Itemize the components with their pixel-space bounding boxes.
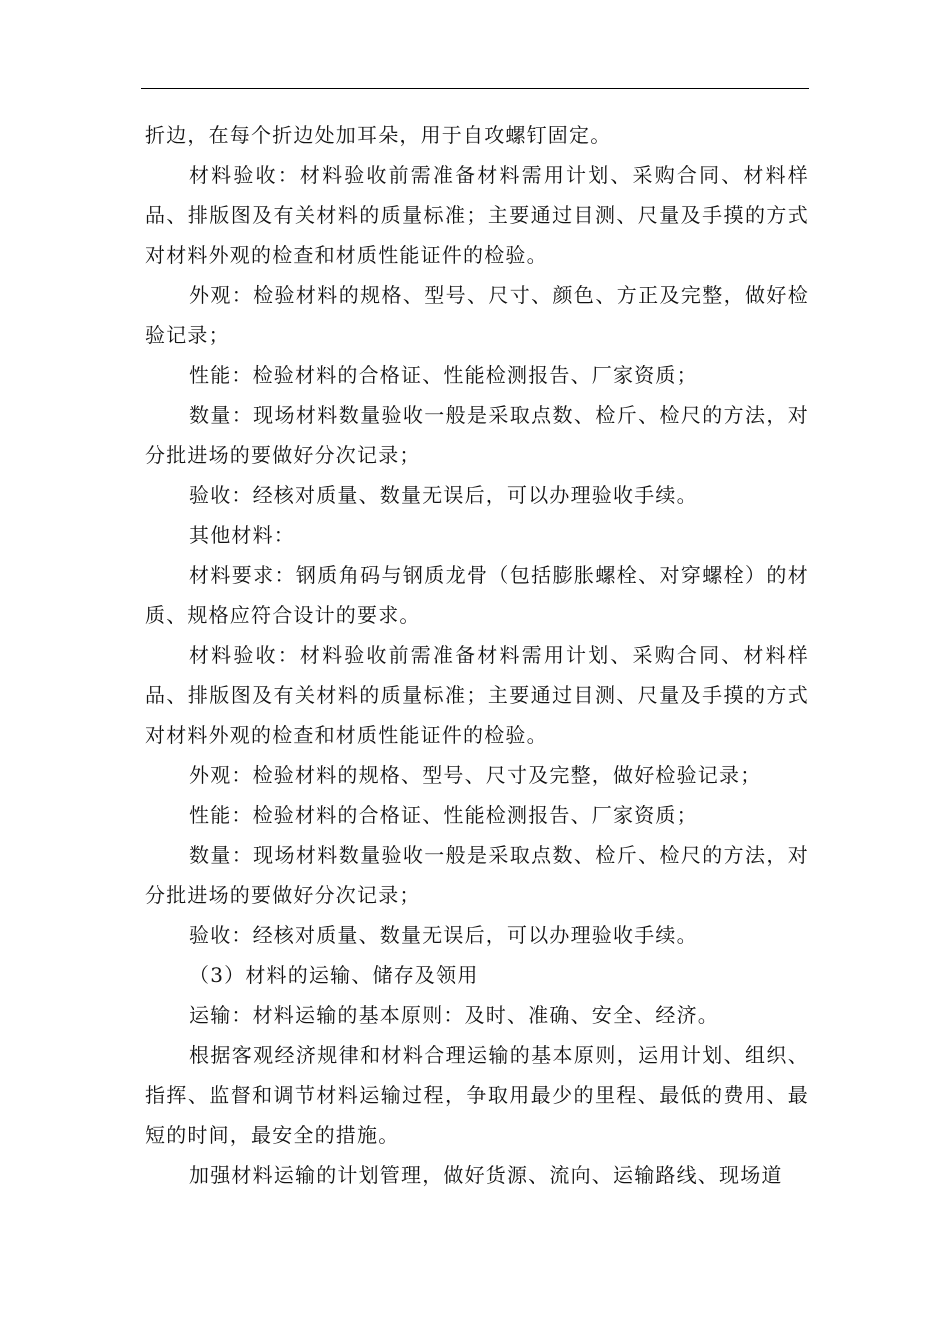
paragraph: 其他材料： [189,523,295,547]
paragraph: 加强材料运输的计划管理，做好货源、流向、运输路线、现场道 [189,1163,783,1187]
paragraph: 验收：经核对质量、数量无误后，可以办理验收手续。 [189,923,698,947]
header-rule [141,88,809,89]
paragraph: 数量：现场材料数量验收一般是采取点数、检斤、检尺的方法，对分批进场的要做好分次记录； [145,403,809,467]
paragraph: 数量：现场材料数量验收一般是采取点数、检斤、检尺的方法，对分批进场的要做好分次记录； [145,843,809,907]
paragraph: 性能：检验材料的合格证、性能检测报告、厂家资质； [189,363,698,387]
paragraph: 材料要求：钢质角码与钢质龙骨（包括膨胀螺栓、对穿螺栓）的材质、规格应符合设计的要求。 [145,563,809,627]
paragraph: 运输：材料运输的基本原则：及时、准确、安全、经济。 [189,1003,719,1027]
paragraph: 材料验收：材料验收前需准备材料需用计划、采购合同、材料样品、排版图及有关材料的质量标准；主要通过目测、尺量及手摸的方式对材料外观的检查和材质性能证件的检验。 [145,163,809,267]
paragraph: 验收：经核对质量、数量无误后，可以办理验收手续。 [189,483,698,507]
paragraph: 性能：检验材料的合格证、性能检测报告、厂家资质； [189,803,698,827]
paragraph: 外观：检验材料的规格、型号、尺寸及完整，做好检验记录； [189,763,762,787]
document-body [145,115,809,1195]
paragraph: 根据客观经济规律和材料合理运输的基本原则，运用计划、组织、指挥、监督和调节材料运输过程，争取用最少的里程、最低的费用、最短的时间，最安全的措施。 [145,1043,809,1147]
paragraph: 外观：检验材料的规格、型号、尺寸、颜色、方正及完整，做好检验记录； [145,283,809,347]
paragraph: （3）材料的运输、储存及领用 [189,963,479,987]
paragraph: 折边，在每个折边处加耳朵，用于自攻螺钉固定。 [145,123,612,147]
paragraph: 材料验收：材料验收前需准备材料需用计划、采购合同、材料样品、排版图及有关材料的质量标准；主要通过目测、尺量及手摸的方式对材料外观的检查和材质性能证件的检验。 [145,643,809,747]
